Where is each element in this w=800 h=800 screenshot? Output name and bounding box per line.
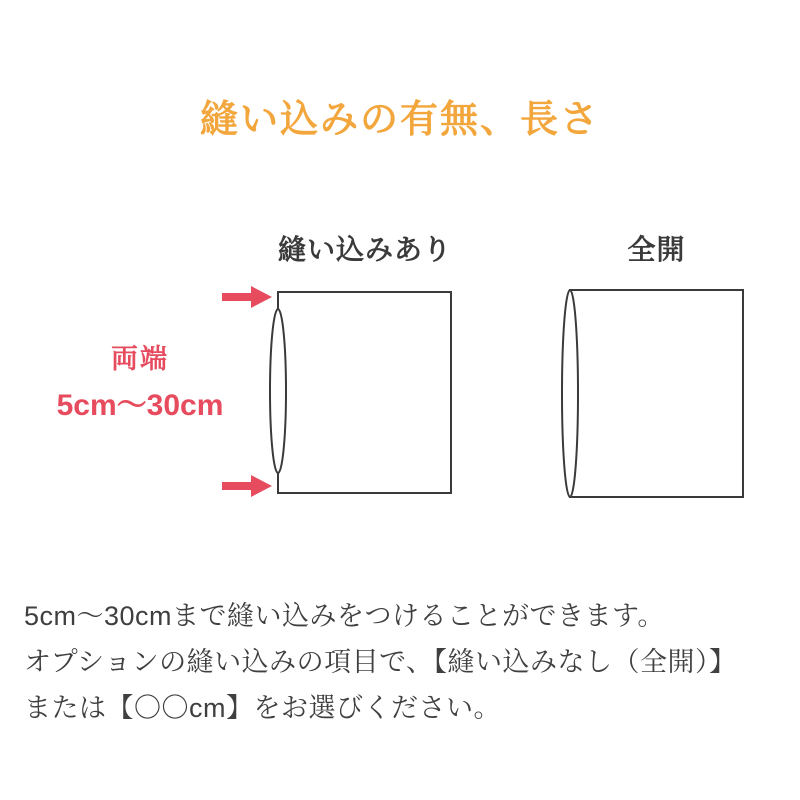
- description-line-2: オプションの縫い込みの項目で、【縫い込みなし（全開）】: [24, 647, 737, 677]
- fully-open-diagram: [545, 285, 765, 505]
- description-line-3: または【〇〇cm】をお選びください。: [24, 693, 501, 723]
- sewn-diagram: [215, 285, 465, 505]
- page-title: 縫い込みの有無、長さ: [199, 99, 600, 141]
- range-note-length: 5cm〜30cm: [56, 389, 224, 422]
- fabric-rect: [570, 290, 743, 497]
- fabric-rect: [278, 292, 451, 493]
- arrow-right-icon: [222, 475, 272, 497]
- description-paragraph: [24, 593, 794, 731]
- diagram-label-sewn: 縫い込みあり: [278, 234, 453, 265]
- opening-ellipse: [562, 290, 578, 497]
- arrow-right-icon: [222, 286, 272, 308]
- range-note-both-ends: 両端: [111, 344, 169, 374]
- opening-ellipse: [270, 309, 286, 473]
- range-note: [35, 342, 245, 423]
- description-line-1: 5cm〜30cmまで縫い込みをつけることができます。: [24, 601, 665, 631]
- diagram-label-fully-open: 全開: [627, 234, 686, 265]
